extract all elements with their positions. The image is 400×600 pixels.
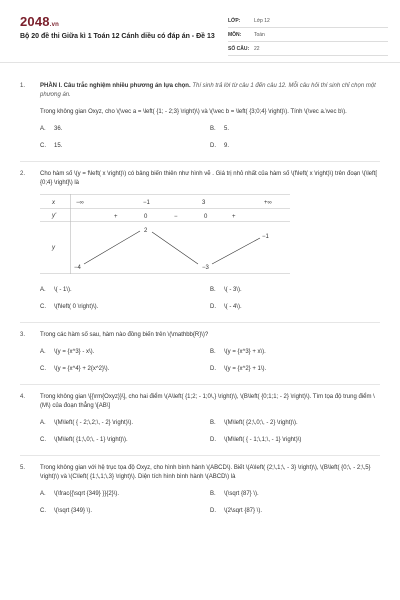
bbt-sign: 0: [204, 214, 208, 220]
meta-class-row: [228, 14, 388, 28]
option-text: \(\frac{{\sqrt {349} }}{2}\).: [54, 491, 120, 497]
option-text: 9.: [224, 143, 230, 149]
question-divider: [20, 384, 380, 385]
option-d[interactable]: [210, 507, 380, 516]
site-logo[interactable]: 2048.vn: [20, 14, 60, 29]
option-b[interactable]: [210, 419, 380, 428]
subject-value: Toán: [254, 31, 265, 38]
option-c[interactable]: [40, 436, 210, 445]
option-text: \(M\left( { - 2;\,2;\, - 2} \right)\).: [54, 420, 134, 426]
bbt-yprime-label: y': [52, 213, 57, 219]
question-list: [20, 82, 380, 524]
bbt-y-label: y: [52, 245, 55, 251]
question-4: [20, 393, 380, 453]
option-c[interactable]: [40, 365, 210, 374]
option-text: \(y = {x^3} - x\).: [54, 349, 95, 355]
class-label: LỚP:: [228, 17, 241, 24]
option-a[interactable]: [40, 348, 210, 357]
bbt-y-value: 2: [144, 228, 148, 234]
option-text: \( - 1\).: [54, 287, 72, 293]
exam-meta: [228, 14, 388, 56]
meta-count-row: [228, 42, 388, 56]
option-label: D.: [210, 508, 216, 514]
option-text: \( - 4\).: [224, 304, 242, 310]
question-text: Cho hàm số \(y = f\left( x \right)\) có bảng biến thiên như hình vẽ . Giá trị nhỏ nhất của hàm số \(f\left( x \right)\) trên đoạn \(\left[ {0;4} \right]\) là: [40, 171, 378, 186]
question-3: [20, 331, 380, 382]
bbt-x-label: x: [52, 200, 55, 206]
question-2: [20, 170, 380, 320]
option-d[interactable]: [210, 142, 380, 151]
option-label: C.: [40, 304, 46, 310]
bbt-sign: −: [174, 214, 178, 220]
option-label: A.: [40, 287, 46, 293]
option-a[interactable]: [40, 286, 210, 295]
question-number: 3.: [20, 332, 26, 338]
option-label: D.: [210, 437, 216, 443]
bbt-x-value: +∞: [264, 200, 272, 206]
question-number: 2.: [20, 171, 26, 177]
option-text: \(f\left( 0 \right)\).: [54, 304, 99, 310]
question-5: [20, 464, 380, 524]
option-label: C.: [40, 508, 46, 514]
option-d[interactable]: [210, 365, 380, 374]
bbt-x-value: −1: [143, 200, 150, 206]
option-text: 15.: [54, 143, 63, 149]
option-text: \(M\left( {1;\,0;\, - 1} \right)\).: [54, 437, 128, 443]
option-label: A.: [40, 420, 46, 426]
question-divider: [20, 322, 380, 323]
bbt-y-value: −4: [74, 265, 81, 271]
option-a[interactable]: [40, 490, 210, 499]
option-a[interactable]: [40, 419, 210, 428]
option-text: \(y = {x^4} + 2{x^2}\).: [54, 366, 110, 372]
variation-table: [40, 194, 380, 278]
option-label: B.: [210, 349, 216, 355]
question-text: Trong không gian Oxyz, cho \(\vec a = \left( {1; - 2;3} \right)\) và \(\vec b = \left( {3;0;4} \right)\). Tính \(\vec a.\vec b\).: [40, 109, 347, 115]
option-label: C.: [40, 437, 46, 443]
question-text: Trong không gian \[{\rm{Oxyz}}\], cho hai điểm \(A\left( {1;2; - 1;0\,} \right)\), \(B\left( {0;1;1; - 2} \right)\). Tìm tọa độ trung điểm \(M\) của đoạn thẳng \[AB\]: [40, 394, 375, 409]
option-label: A.: [40, 491, 46, 497]
option-label: B.: [210, 420, 216, 426]
answer-options: [40, 348, 380, 382]
option-text: \(2\sqrt {87} \).: [224, 508, 263, 514]
option-label: B.: [210, 126, 216, 132]
question-number: 5.: [20, 465, 26, 471]
variation-table-graphic: [40, 194, 290, 274]
option-a[interactable]: [40, 125, 210, 134]
option-text: \(y = {x^3} + x\).: [224, 349, 266, 355]
option-label: B.: [210, 287, 216, 293]
option-text: \( - 3\).: [224, 287, 242, 293]
bbt-y-value: −3: [202, 265, 209, 271]
option-text: \(\sqrt {87} \).: [224, 491, 259, 497]
bbt-x-value: −∞: [76, 200, 84, 206]
option-text: 5.: [224, 126, 230, 132]
option-text: \(y = {x^2} + 1\).: [224, 366, 267, 372]
bbt-sign: +: [232, 214, 236, 220]
decrease-arrow: [152, 232, 198, 264]
exam-title: Bộ 20 đề thi Giữa kì 1 Toán 12 Cánh diều có đáp án - Đề 13: [20, 33, 215, 40]
bbt-x-value: 3: [202, 200, 206, 206]
option-label: D.: [210, 143, 216, 149]
question-number: 4.: [20, 394, 26, 400]
increase-arrow: [84, 231, 140, 264]
option-b[interactable]: [210, 348, 380, 357]
option-text: \(M\left( { - 1;\,1;\, - 1} \right)\): [224, 437, 302, 443]
option-b[interactable]: [210, 125, 380, 134]
count-value: 22: [254, 45, 260, 52]
class-value: Lớp 12: [254, 17, 270, 24]
option-label: D.: [210, 304, 216, 310]
bbt-y-value: −1: [262, 234, 269, 240]
option-c[interactable]: [40, 507, 210, 516]
bbt-sign: 0: [144, 214, 148, 220]
question-1: [20, 82, 380, 159]
part-title: PHẦN I. Câu trắc nghiệm nhiều phương án lựa chọn.: [40, 83, 191, 89]
option-label: A.: [40, 126, 46, 132]
answer-options: [40, 125, 380, 159]
option-text: \(M\left( {2;\,0;\, - 2} \right)\).: [224, 420, 298, 426]
option-d[interactable]: [210, 436, 380, 445]
answer-options: [40, 286, 380, 320]
option-text: 36.: [54, 126, 63, 132]
option-label: A.: [40, 349, 46, 355]
option-label: C.: [40, 143, 46, 149]
option-d[interactable]: [210, 303, 380, 312]
option-label: B.: [210, 491, 216, 497]
option-b[interactable]: [210, 490, 380, 499]
option-c[interactable]: [40, 303, 210, 312]
meta-subject-row: [228, 28, 388, 42]
option-label: C.: [40, 366, 46, 372]
option-b[interactable]: [210, 286, 380, 295]
question-divider: [20, 161, 380, 162]
option-text: \(\sqrt {349} \).: [54, 508, 93, 514]
question-text: Trong các hàm số sau, hàm nào đồng biến trên \(\mathbb{R}\)?: [40, 332, 209, 338]
question-divider: [20, 455, 380, 456]
increase-arrow: [212, 238, 260, 264]
option-c[interactable]: [40, 142, 210, 151]
answer-options: [40, 490, 380, 524]
answer-options: [40, 419, 380, 453]
option-label: D.: [210, 366, 216, 372]
subject-label: MÔN:: [228, 31, 242, 38]
question-number: 1.: [20, 83, 26, 89]
part-note: Thí sinh trả lời từ câu 1 đến câu 12. Mỗi câu hỏi thí sinh chỉ chọn một phương án.: [40, 83, 376, 98]
question-text: Trong không gian với hệ trục tọa độ Oxyz, cho hình bình hành \(ABCD\). Biết \(A\left( {2;\,1;\, - 3} \right)\), \(B\left( {0;\, - 2;\,5} \right)\) và \(C\left( {1;\,1;\,3} \right)\). Diện tích hình bình hành \(ABCD\) là: [40, 465, 371, 480]
bbt-sign: +: [114, 214, 118, 220]
header-divider: [0, 62, 400, 63]
count-label: SỐ CÂU:: [228, 45, 250, 52]
part-heading: [40, 82, 380, 100]
